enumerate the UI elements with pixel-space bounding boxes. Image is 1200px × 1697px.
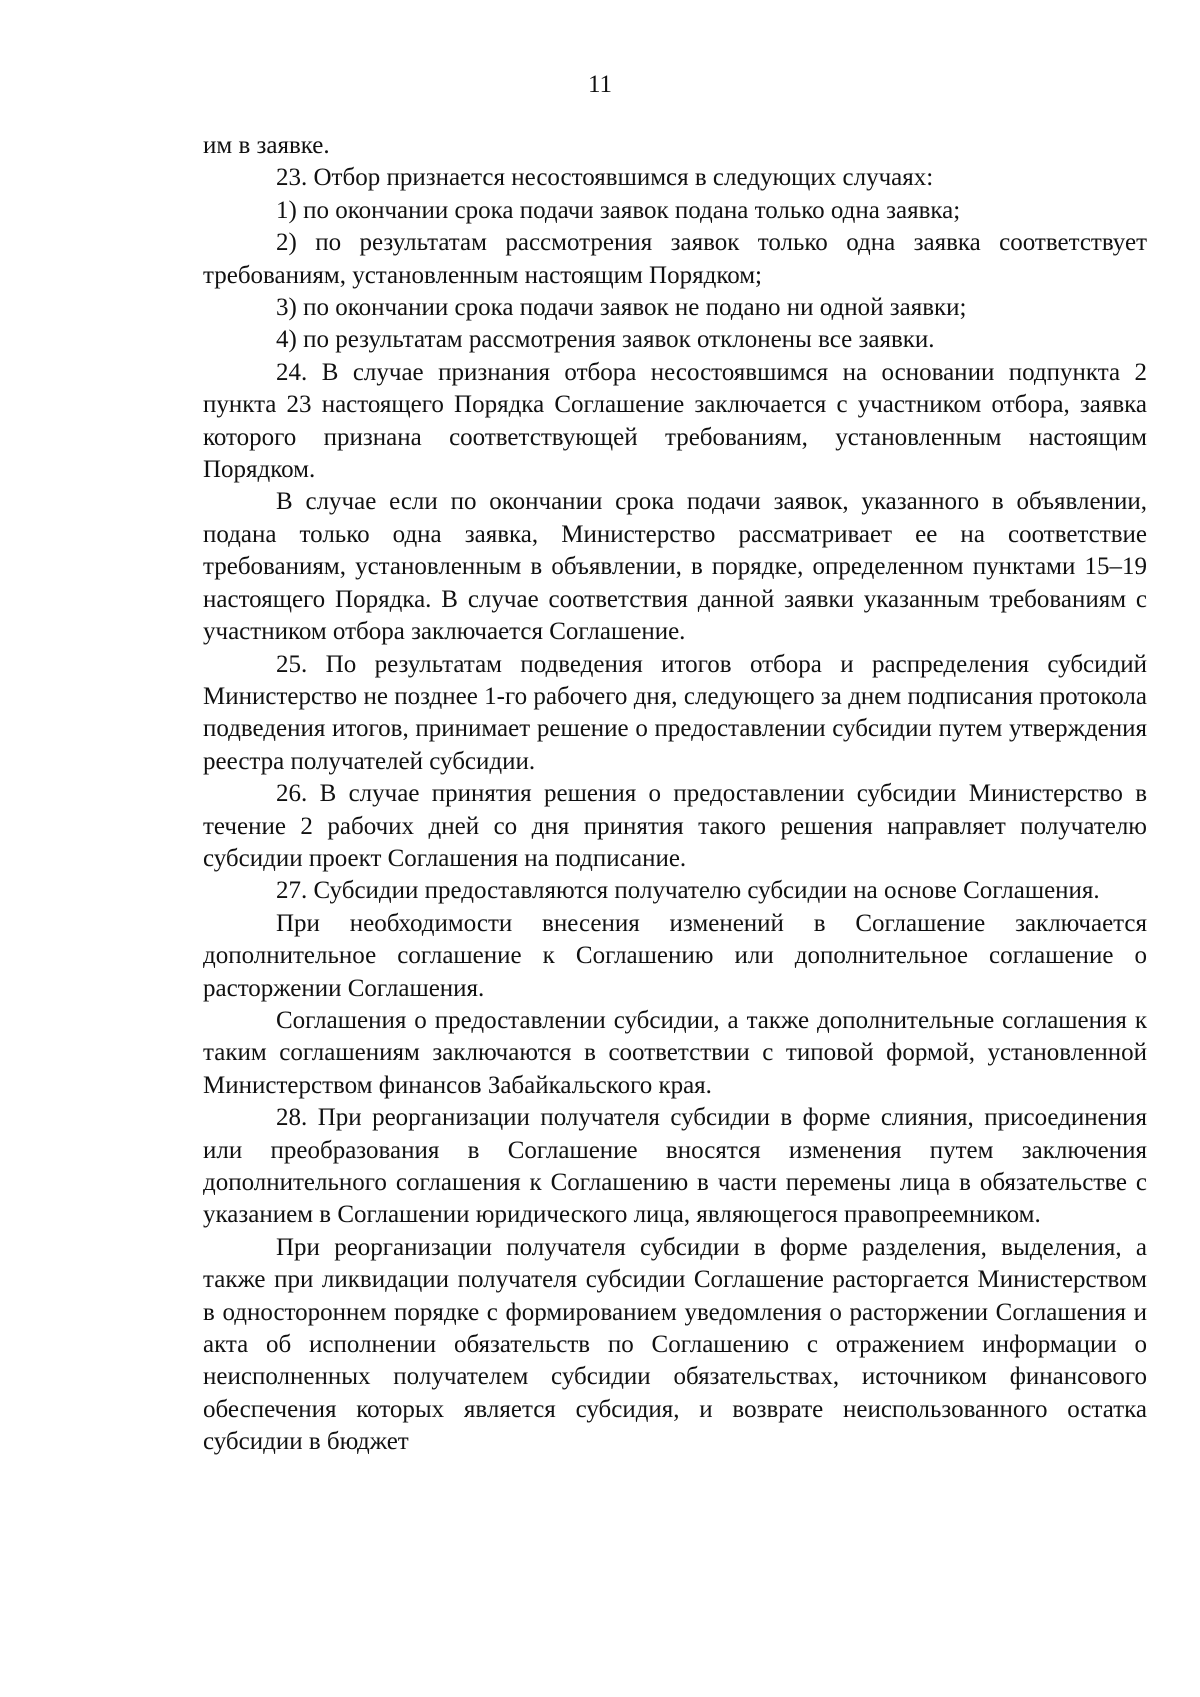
document-body	[203, 130, 1147, 1459]
page-number: 11	[587, 71, 613, 98]
paragraph-continuation: им в заявке.	[203, 132, 330, 159]
paragraph-subitem-3: 3) по окончании срока подачи заявок не подано ни одной заявки;	[276, 294, 967, 322]
paragraph-item-25: 25. По результатам подведения итогов отбора и распределения субсидий Министерство не позднее 1-го рабочего дня, следующего за днем подписания протокола подведения итогов, принимает решение о предоставлении субсидии путем утверждения реестра получателей субсидии.	[203, 650, 1147, 775]
paragraph-item-23: 23. Отбор признается несостоявшимся в следующих случаях:	[276, 164, 934, 192]
paragraph-item-27-agreements: Соглашения о предоставлении субсидии, а также дополнительные соглашения к таким соглашениям заключаются в соответствии с типовой формой, установленной Министерством финансов Забайкальского края.	[203, 1006, 1147, 1099]
paragraph-item-26: 26. В случае принятия решения о предоставлении субсидии Министерство в течение 2 рабочих дней со дня принятия такого решения направляет получателю субсидии проект Соглашения на подписание.	[203, 780, 1147, 872]
paragraph-subitem-2: 2) по результатам рассмотрения заявок только одна заявка соответствует требованиям, установленным настоящим Порядком;	[203, 229, 1147, 289]
paragraph-subitem-1: 1) по окончании срока подачи заявок подана только одна заявка;	[276, 196, 961, 224]
paragraph-item-28: 28. При реорганизации получателя субсидии в форме слияния, присоединения или преобразования в Соглашение вносятся изменения путем заключения дополнительного соглашения к Соглашению в части перемены лица в обязательстве с указанием в Соглашении юридического лица, являющегося правопреемником.	[203, 1104, 1147, 1229]
paragraph-subitem-4: 4) по результатам рассмотрения заявок отклонены все заявки.	[276, 326, 935, 354]
paragraph-item-27: 27. Субсидии предоставляются получателю субсидии на основе Соглашения.	[276, 877, 1100, 905]
paragraph-item-24-cont: В случае если по окончании срока подачи заявок, указанного в объявлении, подана только одна заявка, Министерство рассматривает ее на соответствие требованиям, установленным в объявлении, в порядке, определенном пунктами 15–19 настоящего Порядка. В случае соответствия данной заявки указанным требованиям с участником отбора заключается Соглашение.	[203, 488, 1147, 646]
paragraph-item-24: 24. В случае признания отбора несостоявшимся на основании подпункта 2 пункта 23 настоящего Порядка Соглашение заключается с участником отбора, заявка которого признана соответствующей требованиям, установленным настоящим Порядком.	[203, 358, 1147, 484]
paragraph-item-27-amendments: При необходимости внесения изменений в Соглашение заключается дополнительное соглашение к Соглашению или дополнительное соглашение о расторжении Соглашения.	[203, 909, 1147, 1002]
paragraph-item-28-cont: При реорганизации получателя субсидии в форме разделения, выделения, а также при ликвидации получателя субсидии Соглашение расторгается Министерством в одностороннем порядке с формированием уведомления о расторжении Соглашения и акта об исполнении обязательств по Соглашению с отражением информации о неисполненных получателем субсидии обязательствах, источником финансового обеспечения которых является субсидия, и возврате неиспользованного остатка субсидии в бюджет	[203, 1233, 1147, 1456]
